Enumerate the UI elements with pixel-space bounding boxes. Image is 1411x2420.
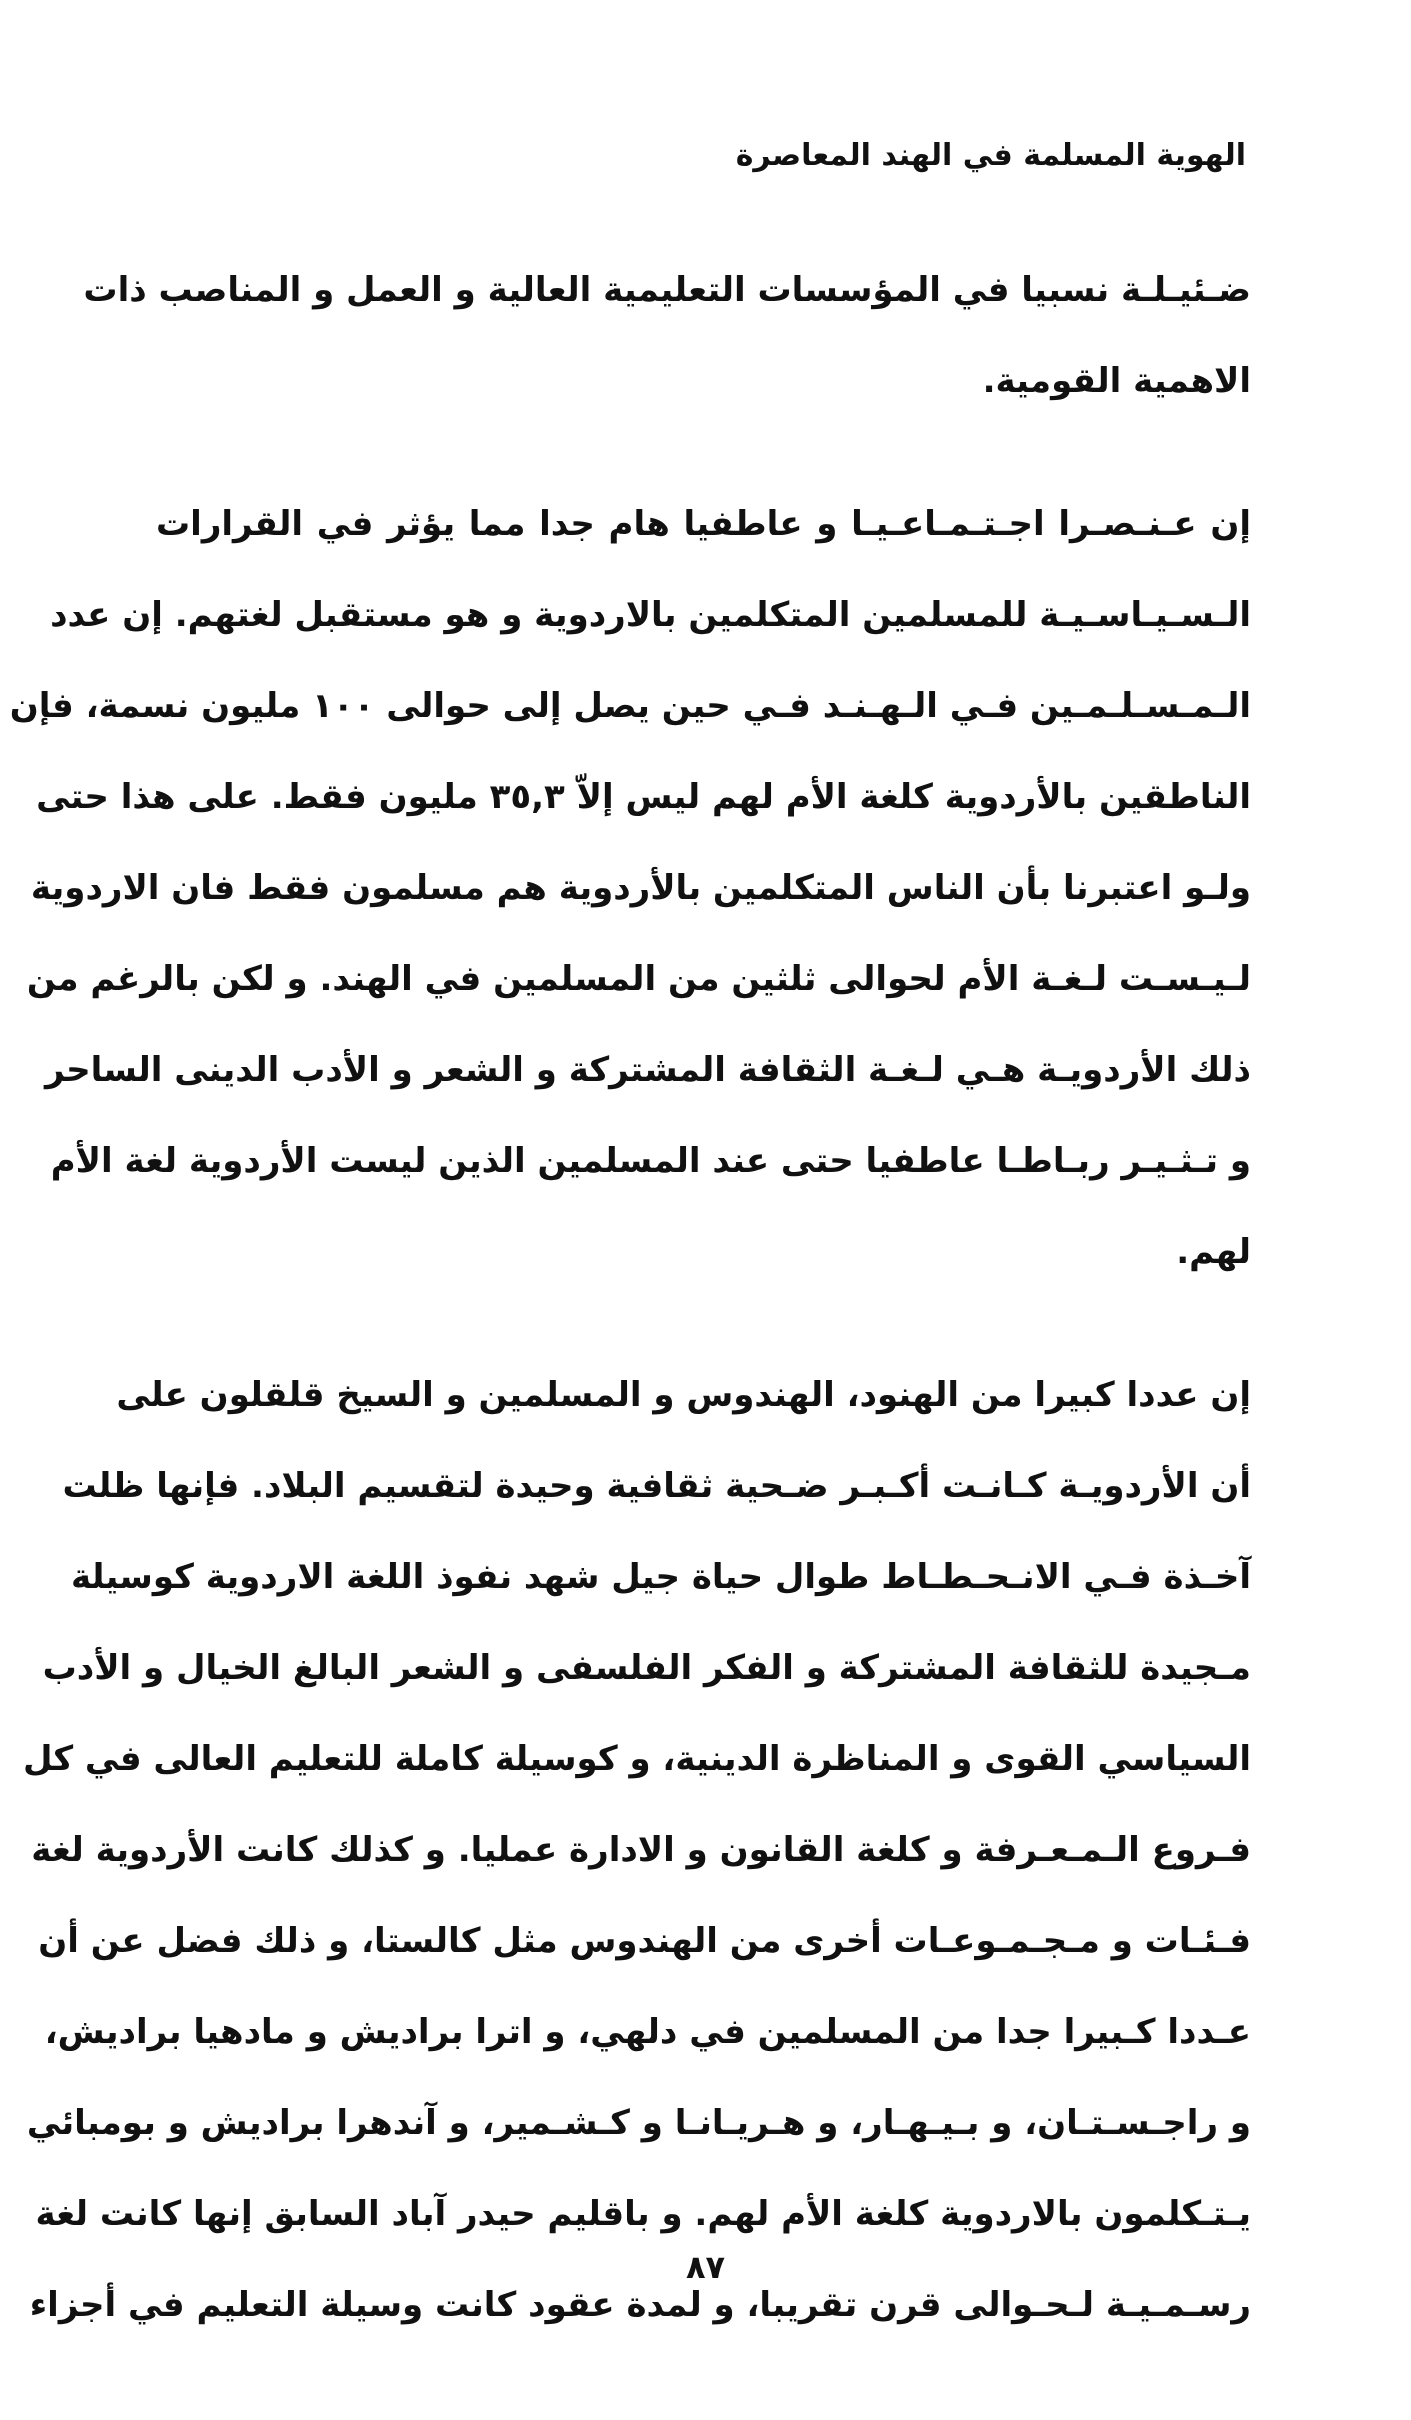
page-number: ٨٧: [685, 2248, 726, 2286]
text-line: فـئـات و مـجـمـوعـات أخرى من الهندوس مثل كالستا، و ذلك فضل عن أن: [38, 1921, 1251, 1961]
text-line: يـتـكلمون بالاردوية كلغة الأم لهم. و باقليم حيدر آباد السابق إنها كانت لغة: [35, 2194, 1251, 2234]
paragraph: [9, 479, 1251, 1298]
text-line: عـددا كـبيرا جدا من المسلمين في دلهي، و اترا براديش و مادهيا براديش،: [44, 2012, 1251, 2052]
text-line: لهم.: [1176, 1232, 1251, 1272]
text-line: فـروع الـمـعـرفة و كلغة القانون و الادارة عمليا. و كذلك كانت الأردوية لغة: [31, 1830, 1251, 1870]
text-line: الناطقين بالأردوية كلغة الأم لهم ليس إلاّ ٣٥,٣ مليون فقط. على هذا حتى: [36, 777, 1251, 817]
text-line: الـسـيـاسـيـة للمسلمين المتكلمين بالاردوية و هو مستقبل لغتهم. إن عدد: [50, 595, 1251, 635]
text-line: الاهمية القومية.: [982, 361, 1251, 401]
text-line: رسـمـيـة لـحـوالى قرن تقريبا، و لمدة عقود كانت وسيلة التعليم في أجزاء: [29, 2285, 1251, 2325]
text-line: ضـئيـلـة نسبيا في المؤسسات التعليمية العالية و العمل و المناصب ذات: [83, 270, 1251, 310]
text-line: ولـو اعتبرنا بأن الناس المتكلمين بالأردوية هم مسلمون فقط فان الاردوية: [30, 868, 1251, 908]
text-line: آخـذة فـي الانـحـطـاط طوال حياة جيل شهد نفوذ اللغة الاردوية كوسيلة: [71, 1557, 1251, 1597]
paragraph: [22, 1350, 1251, 2351]
text-line: الـمـسـلـمـين فـي الـهـنـد فـي حين يصل إلى حوالى ١٠٠ مليون نسمة، فإن: [9, 686, 1251, 726]
body-text: [9, 245, 1251, 2403]
text-line: السياسي القوى و المناظرة الدينية، و كوسيلة كاملة للتعليم العالى في كل: [22, 1739, 1251, 1779]
text-line: أن الأردويـة كـانـت أكـبـر ضـحية ثقافية وحيدة لتقسيم البلاد. فإنها ظلت: [62, 1466, 1251, 1506]
text-line: و راجـسـتـان، و بـيـهـار، و هـريـانـا و كـشـمير، و آندهرا براديش و بومبائي: [26, 2103, 1251, 2143]
running-header: الهوية المسلمة في الهند المعاصرة: [735, 138, 1246, 173]
text-line: لـيـسـت لـغـة الأم لحوالى ثلثين من المسلمين في الهند. و لكن بالرغم من: [26, 959, 1251, 999]
paragraph: [83, 245, 1251, 427]
text-line: إن عـنـصـرا اجـتـمـاعـيـا و عاطفيا هام جدا مما يؤثر في القرارات: [156, 504, 1251, 544]
text-line: ذلك الأردويـة هـي لـغـة الثقافة المشتركة و الشعر و الأدب الدينى الساحر: [44, 1050, 1251, 1090]
text-line: مـجيدة للثقافة المشتركة و الفكر الفلسفى و الشعر البالغ الخيال و الأدب: [42, 1648, 1251, 1688]
text-line: إن عددا كبيرا من الهنود، الهندوس و المسلمين و السيخ قلقلون على: [116, 1375, 1251, 1415]
text-line: و تـثـيـر ربـاطـا عاطفيا حتى عند المسلمين الذين ليست الأردوية لغة الأم: [50, 1141, 1251, 1181]
